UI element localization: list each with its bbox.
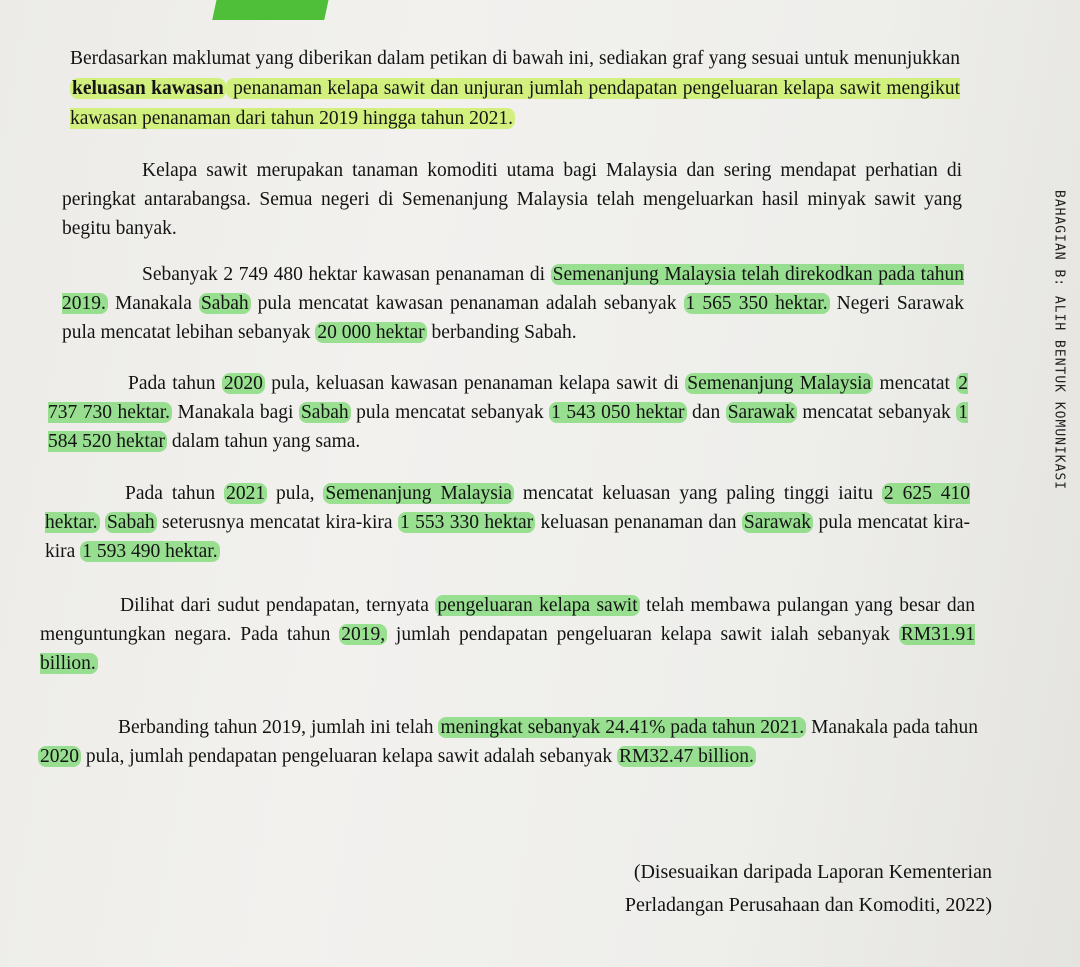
paragraph-5: Dilihat dari sudut pendapatan, ternyata pengeluaran kelapa sawit telah membawa pulangan yang besar dan menguntungkan negara. Pada tahun 2019, jumlah pendapatan pengeluaran kelapa sawit ialah sebanyak RM31.91 billion.: [40, 595, 975, 674]
paragraph-3: Pada tahun 2020 pula, keluasan kawasan penanaman kelapa sawit di Semenanjung Malaysia mencatat 2 737 730 hektar. Manakala bagi Sabah pula mencatat sebanyak 1 543 050 hektar dan Sarawak mencatat sebanyak 1 584 520 hektar dalam tahun yang sama.: [48, 373, 969, 452]
paragraph-6: Berbanding tahun 2019, jumlah ini telah meningkat sebanyak 24.41% pada tahun 2021. Manakala pada tahun 2020 pula, jumlah pendapatan pengeluaran kelapa sawit adalah sebanyak RM32.47 billion.: [40, 717, 978, 767]
source-line-1: (Disesuaikan daripada Laporan Kementerian: [633, 861, 992, 883]
green-header-tab: [212, 0, 330, 20]
source-line-2: Perladangan Perusahaan dan Komoditi, 2022): [624, 894, 992, 916]
question-text: Berdasarkan maklumat yang diberikan dalam petikan di bawah ini, sediakan graf yang sesuai untuk menunjukkan keluasan kawasan penanaman kelapa sawit dan unjuran jumlah pendapatan pengeluaran kelapa sawit mengikut kawasan penanaman dari tahun 2019 hingga tahun 2021.: [70, 48, 961, 129]
paragraph-2: Sebanyak 2 749 480 hektar kawasan penanaman di Semenanjung Malaysia telah direkodkan pada tahun 2019. Manakala Sabah pula mencatat kawasan penanaman adalah sebanyak 1 565 350 hektar. Negeri Sarawak pula mencatat lebihan sebanyak 20 000 hektar berbanding Sabah.: [62, 264, 965, 343]
question-bold: keluasan kawasan: [72, 78, 224, 99]
source-citation: [625, 856, 992, 922]
spine-text: BAHAGIAN B: ALIH BENTUK KOMUNIKASI: [1051, 189, 1067, 491]
paragraph-1: Kelapa sawit merupakan tanaman komoditi utama bagi Malaysia dan sering mendapat perhatian di peringkat antarabangsa. Semua negeri di Semenanjung Malaysia telah mengeluarkan hasil minyak sawit yang begitu banyak.: [62, 160, 962, 239]
section-spine-label: [1044, 180, 1074, 500]
paragraph-4: Pada tahun 2021 pula, Semenanjung Malaysia mencatat keluasan yang paling tinggi iaitu 2 625 410 hektar. Sabah seterusnya mencatat kira-kira 1 553 330 hektar keluasan penanaman dan Sarawak pula mencatat kira-kira 1 593 490 hektar.: [45, 483, 971, 562]
